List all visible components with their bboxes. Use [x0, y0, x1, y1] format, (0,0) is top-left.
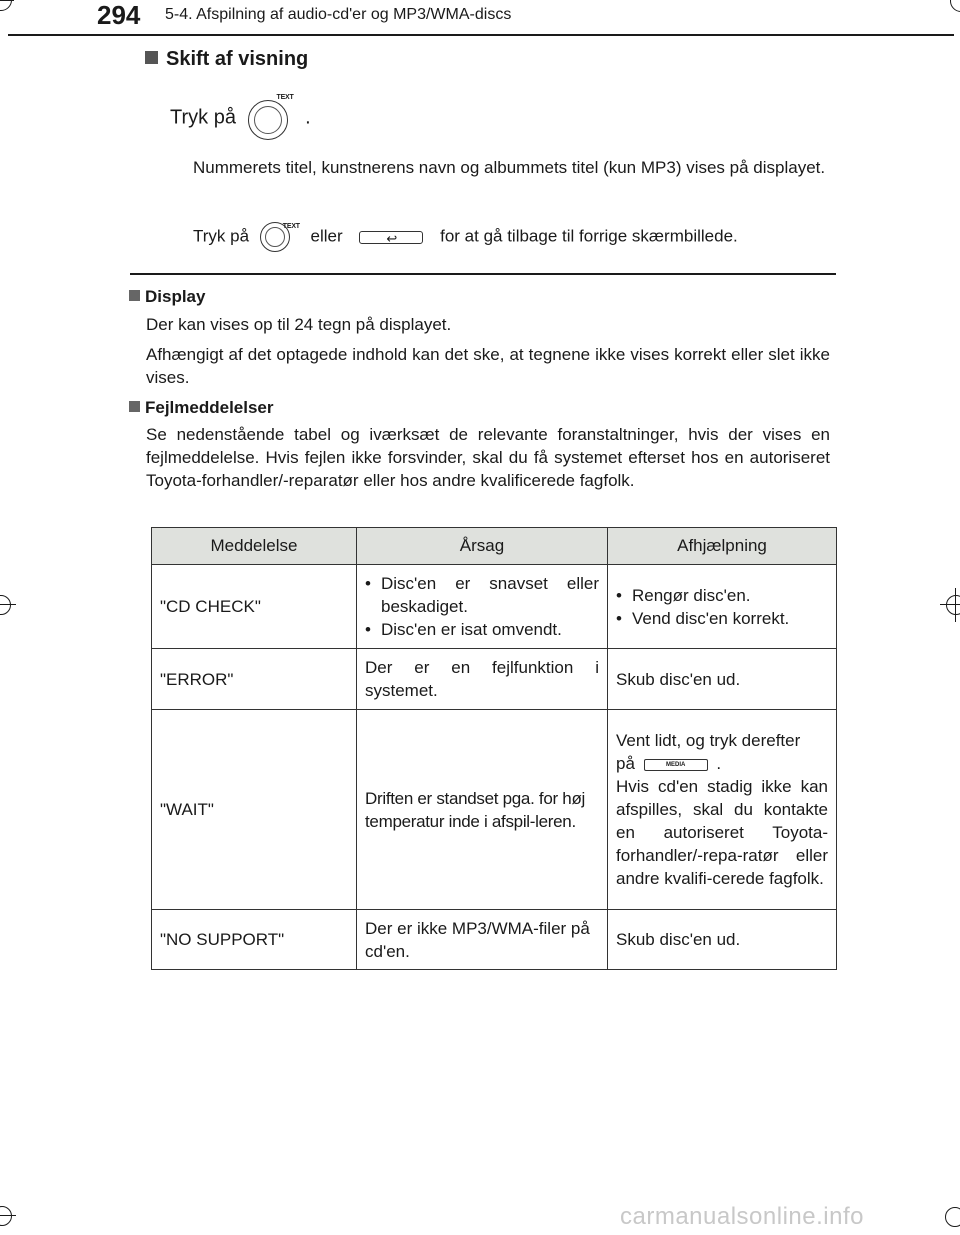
remedy-cell: Skub disc'en ud.	[608, 910, 837, 970]
chapter-title: 5-4. Afspilning af audio-cd'er og MP3/WMA-discs	[165, 6, 512, 23]
table-row	[152, 710, 837, 910]
switch-description: Nummerets titel, kunstnerens navn og albummets titel (kun MP3) vises på displayet.	[193, 158, 826, 177]
cause-cell: Der er ikke MP3/WMA-filer på cd'en.	[357, 910, 608, 970]
square-bullet-icon	[145, 51, 158, 64]
message-cell: "NO SUPPORT"	[152, 910, 357, 970]
display-para-1: Der kan vises op til 24 tegn på displayet.	[146, 315, 452, 334]
remedy-media-line	[616, 752, 828, 775]
square-bullet-icon	[129, 290, 140, 301]
table-row	[152, 565, 837, 649]
column-header: Meddelelse	[152, 528, 357, 565]
remedy-rest: Hvis cd'en stadig ikke kan afspilles, skal du kontakte en autoriseret Toyota-forhandler/-repa-ratør eller andre kvalifi-cerede fagfolk.	[616, 777, 828, 888]
table-row	[152, 649, 837, 710]
message-cell: "ERROR"	[152, 649, 357, 710]
back-prefix: Tryk på	[193, 226, 250, 246]
cause-cell: Driften er standset pga. for høj temperatur inde i afspil-leren.	[357, 710, 608, 910]
cause-bullet: Disc'en er snavset eller beskadiget.	[381, 574, 599, 616]
press-suffix: .	[305, 106, 311, 129]
table-header-row	[152, 528, 837, 565]
error-messages-table	[151, 527, 837, 970]
press-prefix: Tryk på	[170, 106, 236, 129]
message-cell: "WAIT"	[152, 710, 357, 910]
display-heading-text: Display	[145, 287, 206, 306]
errors-heading	[129, 398, 274, 418]
text-knob-icon: TEXT	[246, 96, 296, 140]
text-knob-icon: TEXT	[258, 221, 300, 253]
display-heading	[129, 287, 205, 307]
square-bullet-icon	[129, 401, 140, 412]
remedy-cell: • Rengør disc'en. • Vend disc'en korrekt.	[608, 565, 837, 649]
back-suffix: for at gå tilbage til forrige skærmbillede.	[440, 226, 738, 246]
cause-bullet: Disc'en er isat omvendt.	[381, 620, 562, 639]
remedy-post-button: .	[716, 754, 722, 773]
errors-para: Se nedenstående tabel og iværksæt de relevante foranstaltninger, hvis der vises en fejlmeddelelse. Hvis fejlen ikke forsvinder, skal du få systemet efterset hos en autoriseret Toyota-forhandler/-reparatør eller hos andre kvalificerede fagfolk.	[146, 425, 830, 490]
section-heading-switch-view	[145, 48, 308, 71]
remedy-pre-button: på	[616, 754, 635, 773]
section-heading-text: Skift af visning	[166, 48, 309, 70]
remedy-bullet: Rengør disc'en.	[632, 585, 751, 605]
watermark: carmanualsonline.info	[620, 1203, 864, 1230]
column-header: Afhjælpning	[608, 528, 837, 565]
column-header: Årsag	[357, 528, 608, 565]
display-para-2: Afhængigt af det optagede indhold kan det ske, at tegnene ikke vises korrekt eller slet ikke vises.	[146, 345, 830, 387]
remedy-cell: Skub disc'en ud.	[608, 649, 837, 710]
errors-heading-text: Fejlmeddelelser	[145, 398, 274, 417]
cause-cell: • Disc'en er snavset eller beskadiget. • Disc'en er isat omvendt.	[357, 565, 608, 649]
back-button-icon: ↩	[359, 231, 423, 244]
section-divider	[130, 273, 836, 275]
page-number: 294	[97, 0, 141, 30]
remedy-bullet: Vend disc'en korrekt.	[632, 608, 790, 628]
header-divider	[8, 34, 954, 36]
table-row	[152, 910, 837, 970]
back-instruction	[193, 221, 833, 253]
back-or: eller	[310, 226, 343, 246]
remedy-cell	[608, 710, 837, 910]
press-text-instruction	[170, 96, 311, 140]
media-button-icon: MEDIA	[644, 759, 708, 771]
remedy-line: Vent lidt, og tryk derefter	[616, 731, 801, 750]
message-cell: "CD CHECK"	[152, 565, 357, 649]
cause-cell: Der er en fejlfunktion i systemet.	[357, 649, 608, 710]
